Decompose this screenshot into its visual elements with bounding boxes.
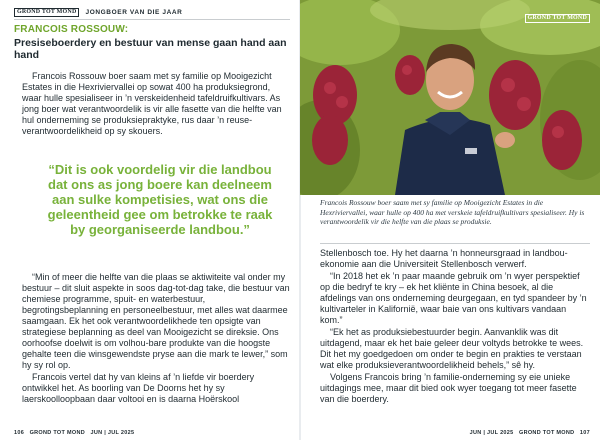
page-number: 107 — [579, 430, 590, 436]
article-headline: Presiseboerdery en bestuur van mense gaan hand aan hand — [14, 37, 287, 61]
body-column-right — [320, 248, 590, 406]
page-number: 106 — [14, 430, 25, 436]
farmer-with-grapes-photo — [300, 0, 600, 195]
footer-magazine: GROND TOT MOND — [519, 430, 575, 436]
paragraph: Francois Rossouw boer saam met sy familie op Mooigezicht Estates in die Hexriviervallei op sowat 400 ha produksiegrond, waar hulle spesialiseer in ’n verskeidenheid tafeldruifkultivars. As jong boer wat verantwoordelik is vir alle fasette van die helfte van hul onderneming se produksiepraktyke, rus daar ’n reuse-verantwoordelikheid op sy skouers. — [22, 71, 282, 136]
photo-caption: Francois Rossouw boer saam met sy familie op Mooigezicht Estates in die Hexriviervallei, waar hulle op 400 ha met verskeie tafeldruifkultivars spesialiseer. Hy is verantwoordelik vir die helfte van die plaas se produksie. — [320, 198, 585, 226]
right-page — [300, 0, 600, 440]
paragraph: “In 2018 het ek ’n paar maande gebruik om ’n wyer perspektief op die bedryf te kry – ek het kliënte in China besoek, al die afdelings van ons onderneming deurgegaan, en tyd spandeer by ’n kultivarteler in Kalifornië, waar baie van ons kultivars vandaan kom.” — [320, 271, 587, 325]
paragraph: Volgens Francois bring ’n familie-onderneming sy eie unieke uitdagings mee, maar dit bied ook wyer toegang tot meer fasette van die boerdery. — [320, 372, 577, 404]
body-column-left — [22, 272, 292, 406]
footer-issue: JUN | JUL 2025 — [469, 430, 514, 436]
paragraph: “Ek het as produksiebestuurder begin. Aanvanklik was dit uitdagend, maar ek het baie geleer deur voltyds betrokke te wees. Dit het my goedgedoen om onder te begin en prakties te verstaan wat elke produksieverantwoordelikheid behels,” sê hy. — [320, 327, 584, 370]
caption-divider — [320, 243, 590, 244]
paragraph: Francois vertel dat hy van kleins af ’n liefde vir boerdery ontwikkel het. As boorling van De Doorns het hy sy laerskoolloopbaan daar voltooi en is daarna Hoërskool — [22, 372, 255, 404]
intro-column — [22, 71, 292, 138]
magazine-logo-right: GROND TOT MOND — [525, 14, 590, 23]
section-title: JONGBOER VAN DIE JAAR — [85, 9, 183, 16]
header-divider — [14, 19, 290, 20]
photo-illustration — [300, 0, 600, 195]
paragraph: “Min of meer die helfte van die plaas se aktiwiteite val onder my bestuur – dit sluit aspekte in soos dag-tot-dag take, die bestuur van chemiese programme, spuit- en waterbestuur, begrotingsbeplanning en personeelbestuur, met alles wat daarmee saamgaan. Ek het ook verantwoordelikhede ten opsigte van strategiese beplanning as deel van Mooigezicht se direksie. Ons oorhoofse doelwit is om volhou-bare produkte van die hoogste gehalte teen die winsgewendste pryse aan die mark te lewer,” som hy sy rol op. — [22, 272, 290, 370]
footer-magazine: GROND TOT MOND — [29, 430, 85, 436]
right-footer — [470, 430, 590, 436]
left-footer — [14, 430, 134, 436]
pull-quote: “Dit is ook voordelig vir die landbou dat ons as jong boere kan deelneem aan sulke kompetisies, wat ons die geleentheid gee om betrokke te raak by georganiseerde landbou.” — [47, 162, 273, 237]
paragraph: Stellenbosch toe. Hy het daarna ’n honneursgraad in landbou-ekonomie aan die Universiteit Stellenbosch verwerf. — [320, 248, 568, 269]
article-kicker: FRANCOIS ROSSOUW: — [14, 24, 129, 35]
magazine-logo: GROND TOT MOND — [14, 8, 79, 17]
footer-issue: JUN | JUL 2025 — [90, 430, 135, 436]
running-header — [14, 8, 182, 17]
